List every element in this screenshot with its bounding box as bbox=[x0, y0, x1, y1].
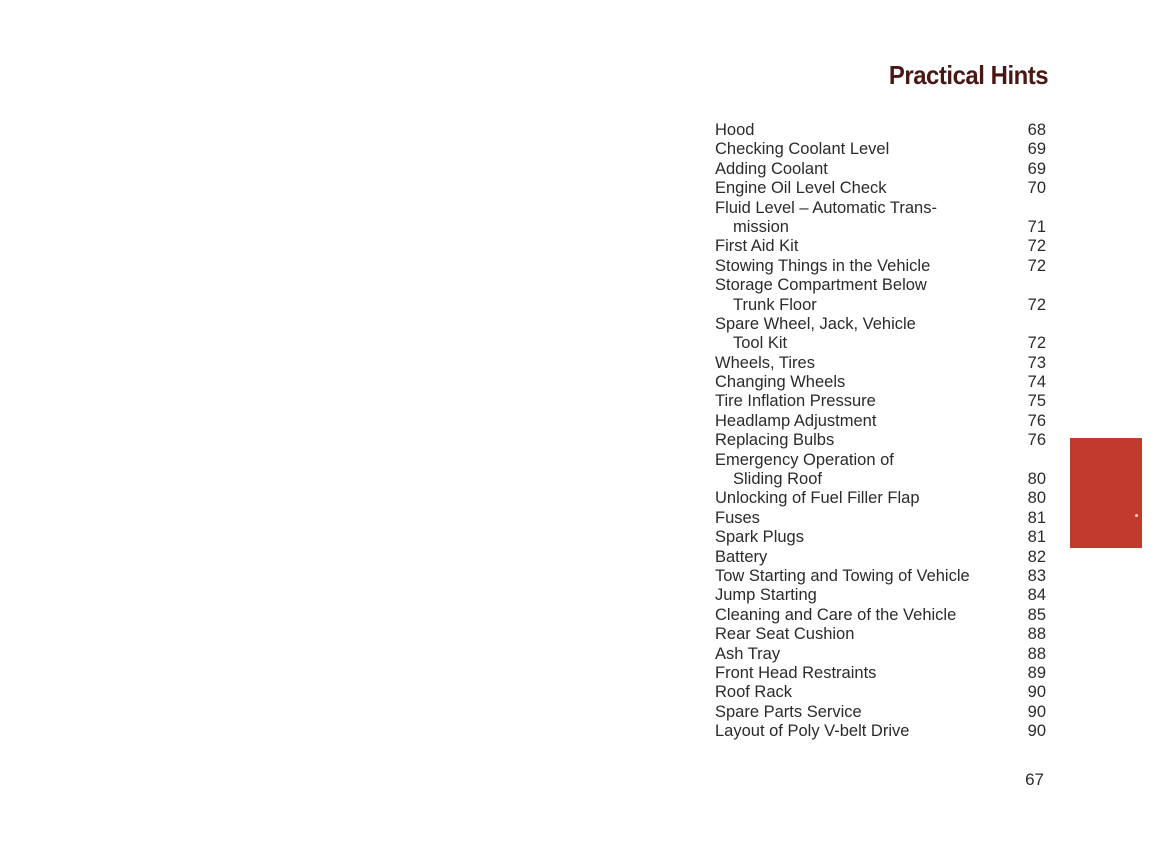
toc-entry-title: Fluid Level – Automatic Trans- bbox=[715, 198, 937, 217]
toc-entry-title: Battery bbox=[715, 547, 768, 566]
toc-entry-page: 89 bbox=[1027, 663, 1046, 682]
toc-entry-title: Fuses bbox=[715, 508, 760, 527]
toc-entry bbox=[715, 606, 1046, 625]
toc-entry bbox=[715, 509, 1046, 528]
toc-entry-page: 73 bbox=[1027, 353, 1046, 372]
toc-entry-page: 90 bbox=[1027, 683, 1046, 702]
toc-entry-page: 84 bbox=[1027, 586, 1046, 605]
toc-entry-page: 76 bbox=[1027, 411, 1046, 430]
toc-entry-title: Changing Wheels bbox=[715, 373, 846, 392]
toc-entry-title: Checking Coolant Level bbox=[715, 140, 890, 159]
toc-entry bbox=[715, 683, 1046, 702]
toc-entry-page: 90 bbox=[1027, 722, 1046, 741]
toc-entry-title: Stowing Things in the Vehicle bbox=[715, 256, 931, 275]
toc-entry-title: Spare Wheel, Jack, Vehicle bbox=[715, 314, 916, 333]
toc-entry bbox=[715, 257, 1046, 276]
toc-entry-title: Headlamp Adjustment bbox=[715, 411, 877, 430]
toc-entry-title: Unlocking of Fuel Filler Flap bbox=[715, 489, 920, 508]
toc-entry-title: mission bbox=[733, 217, 789, 236]
toc-entry bbox=[715, 664, 1046, 683]
toc-entry-page: 72 bbox=[1027, 295, 1046, 314]
toc-entry-title: Cleaning and Care of the Vehicle bbox=[715, 605, 957, 624]
toc-entry bbox=[715, 586, 1046, 605]
toc-entry-title: Hood bbox=[715, 120, 755, 139]
toc-entry-page: 72 bbox=[1027, 256, 1046, 275]
toc-entry-title: Roof Rack bbox=[715, 683, 793, 702]
toc-entry-page: 70 bbox=[1027, 179, 1046, 198]
toc-entry bbox=[715, 121, 1046, 140]
toc-entry-title: Spare Parts Service bbox=[715, 702, 862, 721]
toc-entry-title: First Aid Kit bbox=[715, 237, 799, 256]
tab-dot bbox=[1135, 514, 1138, 517]
toc-entry-page: 72 bbox=[1027, 237, 1046, 256]
toc-entry bbox=[715, 645, 1046, 664]
toc-entry-page: 75 bbox=[1027, 392, 1046, 411]
toc-entry bbox=[715, 334, 1046, 353]
toc-entry bbox=[715, 431, 1046, 450]
toc-entry-page: 80 bbox=[1027, 470, 1046, 489]
toc-entry bbox=[715, 528, 1046, 547]
toc-entry bbox=[715, 722, 1046, 741]
toc-entry-title: Jump Starting bbox=[715, 586, 817, 605]
toc-entry-title: Emergency Operation of bbox=[715, 450, 894, 469]
toc-entry-page: 81 bbox=[1027, 528, 1046, 547]
toc-entry-title: Adding Coolant bbox=[715, 159, 828, 178]
toc-entry-title: Tow Starting and Towing of Vehicle bbox=[715, 566, 970, 585]
toc-entry bbox=[715, 296, 1046, 315]
toc-entry-page: 81 bbox=[1027, 508, 1046, 527]
toc-entry bbox=[715, 470, 1046, 489]
toc-entry-page: 72 bbox=[1027, 334, 1046, 353]
toc-entry-title: Front Head Restraints bbox=[715, 663, 877, 682]
toc-entry-page: 71 bbox=[1027, 217, 1046, 236]
toc-entry bbox=[715, 160, 1046, 179]
toc-entry bbox=[715, 567, 1046, 586]
toc-entry bbox=[715, 392, 1046, 411]
toc-entry bbox=[715, 412, 1046, 431]
toc-entry bbox=[715, 276, 1046, 295]
toc-entry-title: Sliding Roof bbox=[733, 470, 822, 489]
chapter-tab bbox=[1070, 438, 1142, 548]
toc-entry bbox=[715, 179, 1046, 198]
toc-entry-page: 68 bbox=[1027, 120, 1046, 139]
toc-entry bbox=[715, 315, 1046, 334]
toc-entry-title: Layout of Poly V-belt Drive bbox=[715, 722, 910, 741]
toc-entry-title: Storage Compartment Below bbox=[715, 276, 927, 295]
toc-entry-title: Ash Tray bbox=[715, 644, 781, 663]
toc-entry bbox=[715, 625, 1046, 644]
toc-entry bbox=[715, 199, 1046, 218]
toc-entry-page: 83 bbox=[1027, 566, 1046, 585]
toc-entry bbox=[715, 451, 1046, 470]
page-number: 67 bbox=[1025, 770, 1044, 789]
toc-entry bbox=[715, 354, 1046, 373]
toc-entry-title: Replacing Bulbs bbox=[715, 431, 835, 450]
toc-entry-title: Tool Kit bbox=[733, 334, 788, 353]
toc-entry-title: Engine Oil Level Check bbox=[715, 179, 887, 198]
toc-entry-title: Rear Seat Cushion bbox=[715, 625, 855, 644]
toc-entry bbox=[715, 218, 1046, 237]
toc-entry-page: 69 bbox=[1027, 140, 1046, 159]
toc-entry-page: 76 bbox=[1027, 431, 1046, 450]
page-title: Practical Hints bbox=[888, 60, 1048, 90]
toc-entry-page: 82 bbox=[1027, 547, 1046, 566]
table-of-contents bbox=[715, 121, 1046, 742]
toc-entry bbox=[715, 548, 1046, 567]
toc-entry-page: 69 bbox=[1027, 159, 1046, 178]
toc-entry bbox=[715, 237, 1046, 256]
toc-entry-page: 74 bbox=[1027, 373, 1046, 392]
toc-entry-page: 85 bbox=[1027, 605, 1046, 624]
toc-entry-page: 90 bbox=[1027, 702, 1046, 721]
toc-entry-page: 80 bbox=[1027, 489, 1046, 508]
toc-entry-title: Wheels, Tires bbox=[715, 353, 815, 372]
toc-entry bbox=[715, 489, 1046, 508]
toc-entry-page: 88 bbox=[1027, 625, 1046, 644]
toc-entry bbox=[715, 140, 1046, 159]
toc-entry-title: Tire Inflation Pressure bbox=[715, 392, 876, 411]
toc-entry bbox=[715, 373, 1046, 392]
toc-entry bbox=[715, 703, 1046, 722]
toc-entry-title: Trunk Floor bbox=[733, 295, 817, 314]
toc-entry-page: 88 bbox=[1027, 644, 1046, 663]
toc-entry-title: Spark Plugs bbox=[715, 528, 804, 547]
